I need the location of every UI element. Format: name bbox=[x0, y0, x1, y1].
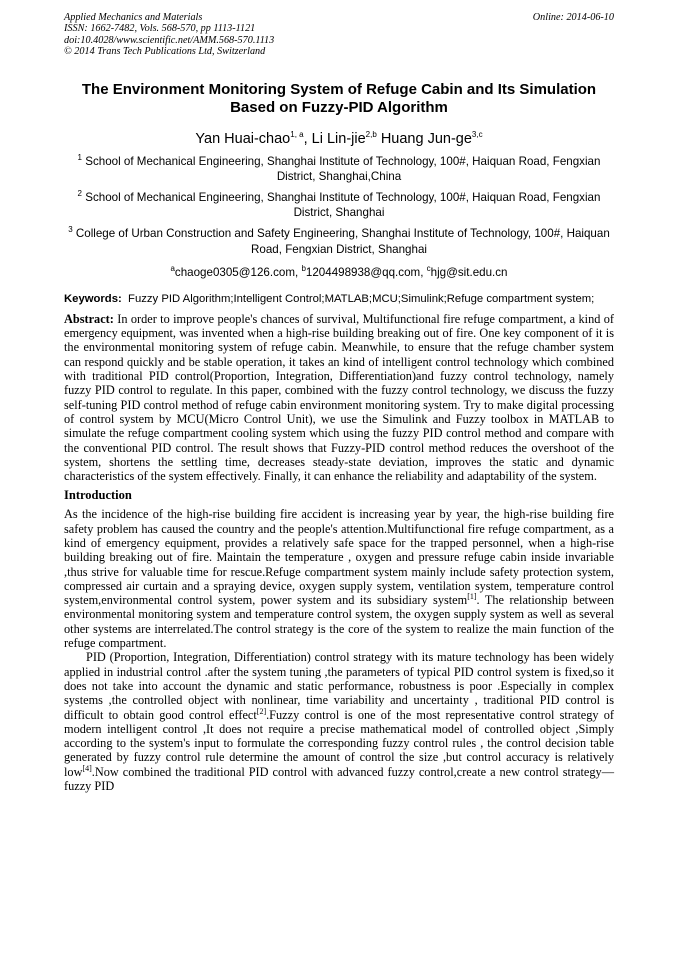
affiliation-text: College of Urban Construction and Safety Engineering, Shanghai Institute of Technology, 100#, Haiquan Road, Fengxian District, Shanghai bbox=[75, 227, 610, 256]
author-name: Huang Jun-ge bbox=[380, 130, 472, 147]
paragraph-text: PID (Proportion, Integration, Differentiation) control strategy with its mature technology has been widely applied in industrial control .after the system tuning ,the parameters of typical PID control system is fixed,so it does not take into account the dynamic and static performance, robustness is poor .Especially in complex systems ,the controlled object with nonlinear, time variability and uncertainty , traditional PID control is difficult to obtain good control effect bbox=[64, 650, 614, 722]
paragraph-text: .Now combined the traditional PID control with advanced fuzzy control,create a new control strategy—fuzzy PID bbox=[64, 764, 614, 794]
email-list bbox=[64, 265, 614, 280]
author-sup: 3,c bbox=[471, 129, 483, 139]
citation: [1] bbox=[467, 592, 477, 602]
issn-line: ISSN: 1662-7482, Vols. 568-570, pp 1113-1121 bbox=[64, 23, 256, 35]
email-separator: , bbox=[420, 265, 427, 279]
paper-title: The Environment Monitoring System of Refuge Cabin and Its Simulation Based on Fuzzy-PID Algorithm bbox=[81, 80, 597, 117]
email-address: 1204498938@qq.com bbox=[305, 265, 421, 279]
affiliation bbox=[64, 190, 614, 220]
online-date: Online: 2014-06-10 bbox=[532, 12, 614, 23]
email-separator: , bbox=[295, 265, 302, 279]
keywords-text: Fuzzy PID Algorithm;Intelligent Control;MATLAB;MCU;Simulink;Refuge compartment system; bbox=[128, 292, 595, 305]
email-sup: c bbox=[426, 263, 431, 273]
journal-name: Applied Mechanics and Materials bbox=[64, 12, 203, 23]
affiliation-number: 3 bbox=[68, 225, 73, 235]
paragraph-text: .Fuzzy control is one of the most representative control strategy of modern intelligent control ,It does not require a precise mathematical model of controlled object ,Simply according to the system's input to formulate the corresponding fuzzy control rules , the control decision table generated by fuzzy control rule determine the amount of control the size ,but control accuracy is relatively low bbox=[64, 707, 614, 779]
email-sup: a bbox=[170, 263, 175, 273]
paragraph-text: . The relationship between environmental monitoring system and temperature control system, the oxygen supply system as well as several other systems are interrelated.The control strategy is the core of the system to realize the main function of the refuge compartment. bbox=[64, 593, 615, 651]
affiliation-text: School of Mechanical Engineering, Shanghai Institute of Technology, 100#, Haiquan Road, Fengxian District, Shanghai,China bbox=[85, 154, 601, 183]
copyright-line: © 2014 Trans Tech Publications Ltd, Switzerland bbox=[64, 46, 266, 58]
journal-header bbox=[64, 12, 614, 58]
paragraph-text: As the incidence of the high-rise building fire accident is increasing year by year, the high-rise building fire safety problem has caused the country and the people's attention.Multifunctional fire refuge compartment, as a kind of emergency equipment, provides a relatively safe space for the trapped personnel, when a high-rise building breaking out of fire. Maintain the temperature , oxygen and pressure refuge cabin inside invariable ,thus strive for valuable time for rescue.Refuge compartment system mainly include safety protection system, compressed air curtain and a spraying device, oxygen supply system, ventilation system, temperature control system,environmental control system, power system and its subsidiary system bbox=[64, 507, 614, 608]
author-name: Li Lin-jie bbox=[311, 130, 366, 147]
abstract bbox=[64, 312, 614, 484]
author-name: Yan Huai-chao bbox=[195, 130, 291, 147]
affiliation-number: 1 bbox=[77, 152, 82, 162]
author-separator: , bbox=[303, 130, 312, 147]
intro-paragraph-2 bbox=[64, 650, 614, 793]
citation: [2] bbox=[256, 706, 267, 716]
affiliation bbox=[64, 226, 614, 256]
affiliation-text: School of Mechanical Engineering, Shanghai Institute of Technology, 100#, Haiquan Road, Fengxian District, Shanghai bbox=[85, 191, 601, 220]
keywords bbox=[64, 292, 614, 306]
author-sup: 2,b bbox=[365, 129, 377, 139]
abstract-text: In order to improve people's chances of survival, Multifunctional fire refuge compartment, a kind of emergency equipment, was invented when a high-rise building breaking out of fire. One key component of it is the environmental monitoring system of refuge cabin. Meanwhile, to ensure that the refuge chamber system can respond quickly and be stable operation, it takes an kind of intelligent control technology which combined with traditional PID control(Proportion, Integration, Differentiation)and fuzzy control technology, namely fuzzy PID control to regulate. In this paper, combined with the fuzzy control technology, we discuss the fuzzy self-tuning PID control method of refuge cabin environment monitoring system. Try to make digital processing of control system by MCU(Micro Control Unit), we use the Simulink and Fuzzy toolbox in MATLAB to simulate the refuge compartment cooling system which using the fuzzy PID control method and compare with the conventional PID control. The result shows that Fuzzy-PID control method reduces the overshoot of the system, shortens the settling time, decreases steady-state deviation, improves the static and dynamic characteristics of the system effectively. Finally, it can enhance the reliability and adaptability of the system. bbox=[64, 311, 614, 484]
keywords-label: Keywords: bbox=[64, 292, 122, 305]
email-address: hjg@sit.edu.cn bbox=[430, 265, 508, 279]
author-list bbox=[64, 130, 614, 148]
paper-page bbox=[64, 12, 614, 793]
email-sup: b bbox=[301, 263, 306, 273]
affiliation bbox=[64, 154, 614, 184]
abstract-label: Abstract: bbox=[64, 311, 114, 326]
email-address: chaoge0305@126.com bbox=[174, 265, 295, 279]
intro-paragraph-1 bbox=[64, 507, 614, 650]
section-heading-introduction: Introduction bbox=[64, 488, 132, 503]
affiliation-number: 2 bbox=[77, 189, 82, 199]
author-sup: 1, a bbox=[290, 129, 304, 139]
doi-line: doi:10.4028/www.scientific.net/AMM.568-570.1113 bbox=[64, 34, 275, 46]
citation: [4] bbox=[82, 763, 92, 773]
